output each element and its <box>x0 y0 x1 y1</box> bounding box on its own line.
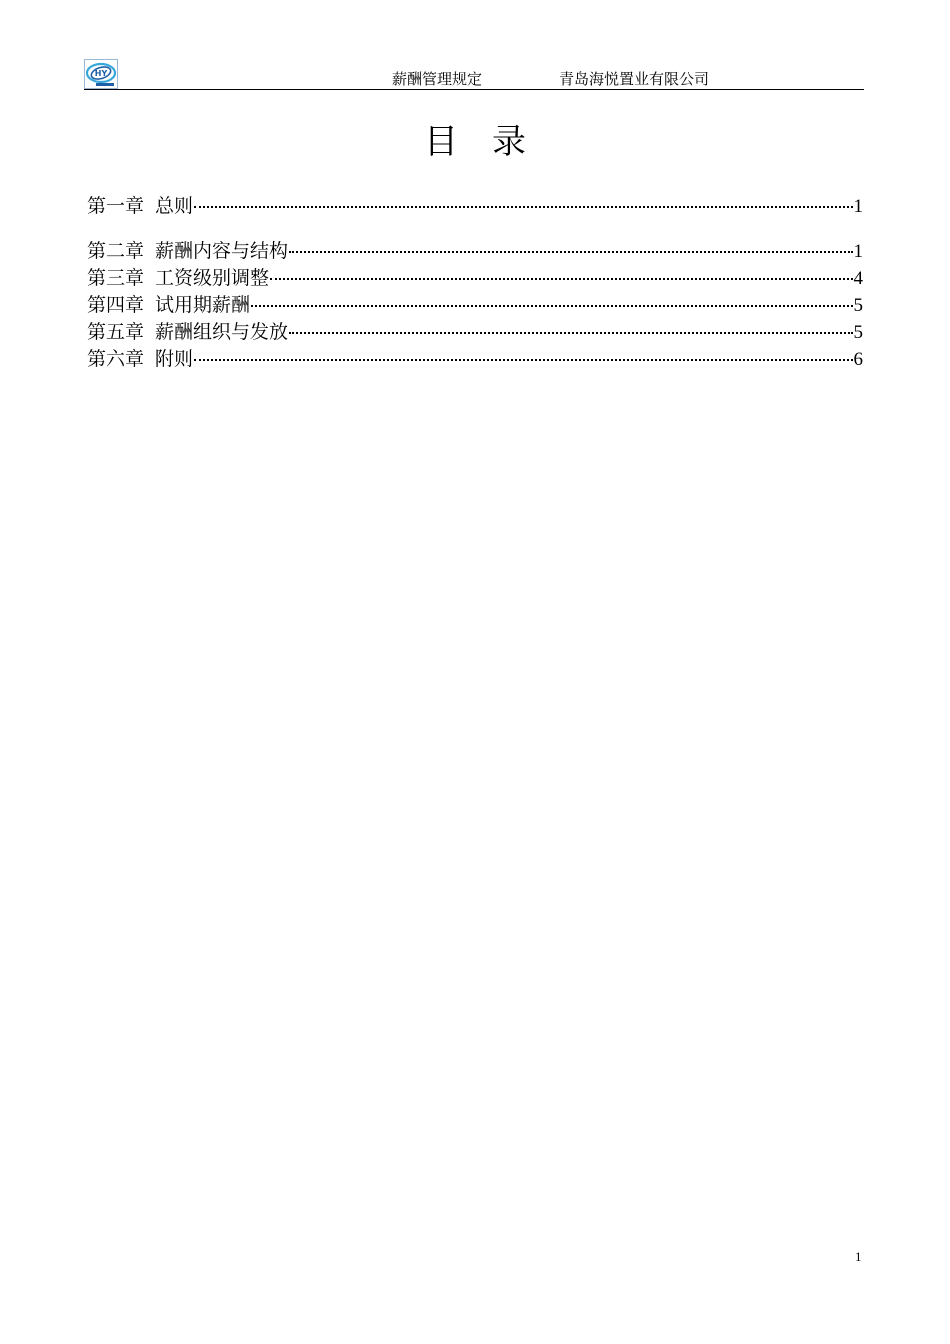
toc-leader-dots <box>270 268 852 280</box>
toc-entry-3[interactable] <box>87 266 863 290</box>
toc-leader-dots <box>194 196 852 208</box>
toc-page-number: 4 <box>853 268 863 289</box>
toc-chapter-number: 第五章 <box>87 321 145 343</box>
toc-page-number: 1 <box>853 241 863 262</box>
toc-page-number: 5 <box>853 295 863 316</box>
toc-chapter-number: 第一章 <box>87 195 145 217</box>
toc-chapter-title: 薪酬组织与发放 <box>155 321 289 343</box>
toc-entry-4[interactable] <box>87 293 863 317</box>
toc-chapter-title: 工资级别调整 <box>155 267 270 289</box>
toc-leader-dots <box>194 349 852 361</box>
toc-chapter-title: 总则 <box>155 195 194 217</box>
logo-lettering: HY <box>94 69 108 78</box>
toc-leader-dots <box>289 241 852 253</box>
toc-page-number: 1 <box>853 196 863 217</box>
header-divider <box>84 89 864 90</box>
toc-chapter-title: 薪酬内容与结构 <box>155 240 289 262</box>
toc-page-number: 6 <box>853 349 863 370</box>
page-header <box>84 58 864 90</box>
toc-heading: 目 录 <box>424 122 526 162</box>
toc-leader-dots <box>251 295 852 307</box>
toc-entry-1[interactable] <box>87 194 863 218</box>
toc-chapter-title: 附则 <box>155 348 194 370</box>
toc-chapter-number: 第三章 <box>87 267 145 289</box>
toc-chapter-number: 第二章 <box>87 240 145 262</box>
toc-chapter-number: 第四章 <box>87 294 145 316</box>
toc-chapter-number: 第六章 <box>87 348 145 370</box>
company-logo-icon <box>84 59 118 89</box>
document-title: 薪酬管理规定 <box>392 70 483 88</box>
toc-page-number: 5 <box>853 322 863 343</box>
footer-page-number: 1 <box>855 1249 862 1264</box>
company-name: 青岛海悦置业有限公司 <box>559 70 710 88</box>
toc-leader-dots <box>289 322 852 334</box>
toc-entry-6[interactable] <box>87 347 863 371</box>
toc-chapter-title: 试用期薪酬 <box>155 294 251 316</box>
toc-entry-5[interactable] <box>87 320 863 344</box>
toc-entry-2[interactable] <box>87 239 863 263</box>
